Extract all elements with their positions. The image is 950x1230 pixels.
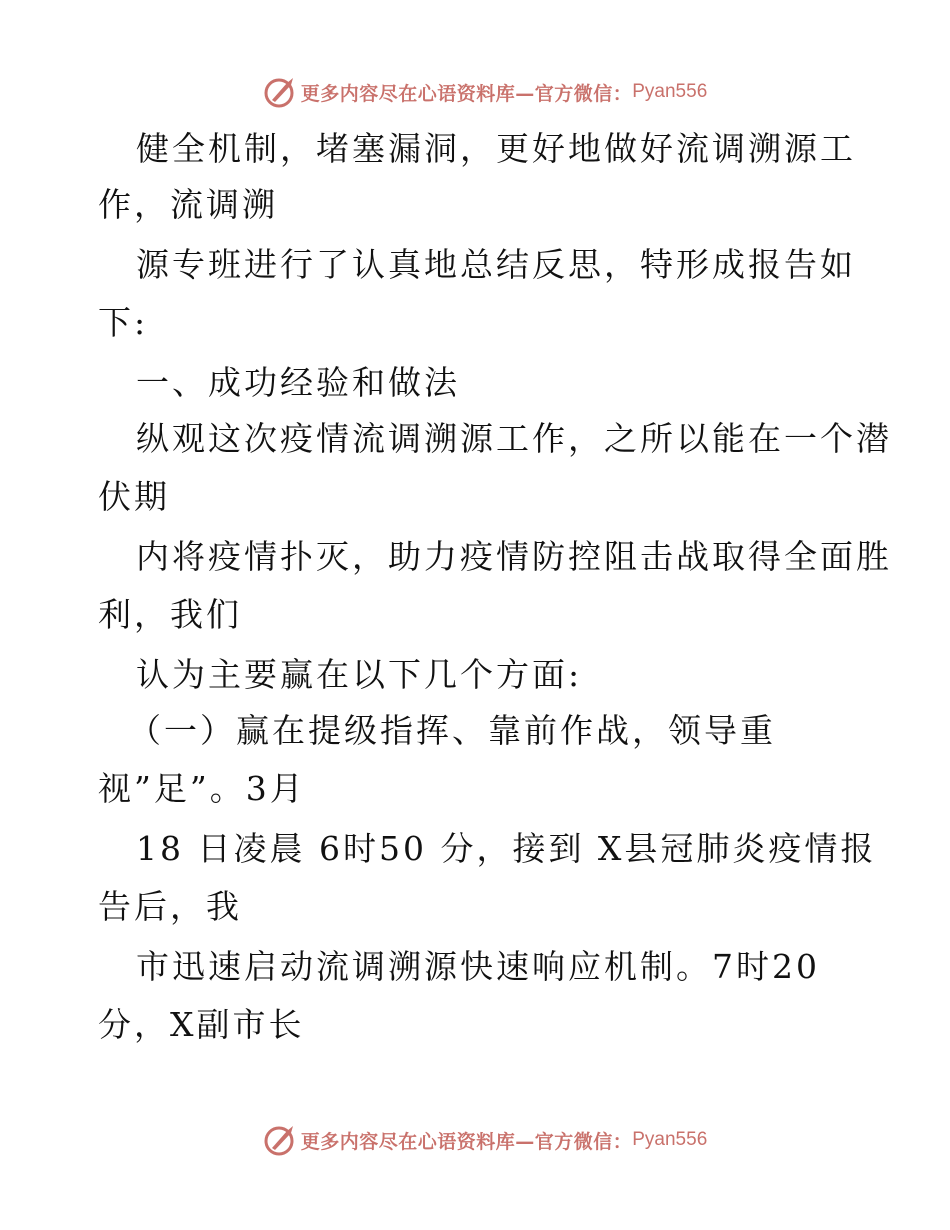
footer-watermark: [0, 1120, 950, 1160]
text-line: 源专班进行了认真地总结反思，特形成报告如: [136, 245, 856, 284]
text-line: 认为主要赢在以下几个方面:: [136, 655, 583, 694]
text-line: 伏期: [98, 477, 170, 516]
text-line: 告后，我: [98, 887, 242, 926]
quill-pen-circle-icon: [263, 1123, 297, 1157]
text-line: 作，流调溯: [98, 185, 278, 224]
section-heading: 一、成功经验和做法: [136, 363, 460, 402]
text-line: 分，X副市长: [98, 1005, 305, 1044]
watermark-wechat-id: Pyan556: [632, 81, 708, 102]
text-line: 纵观这次疫情流调溯源工作，之所以能在一个潜: [136, 419, 892, 458]
watermark-text: 更多内容尽在心语资料库—官方微信：: [300, 82, 633, 105]
quill-pen-circle-icon: [263, 75, 297, 109]
text-line: 视”足”。3月: [98, 769, 306, 808]
text-line: 内将疫情扑灭，助力疫情防控阻击战取得全面胜: [136, 537, 892, 576]
header-watermark: [0, 72, 950, 112]
text-line: 18 日凌晨 6时50 分，接到 X县冠肺炎疫情报: [136, 829, 877, 868]
watermark-text: 更多内容尽在心语资料库—官方微信：: [300, 1130, 633, 1153]
subsection-heading: （一）赢在提级指挥、靠前作战，领导重: [128, 711, 776, 750]
text-line: 下:: [98, 303, 149, 342]
watermark-wechat-id: Pyan556: [632, 1129, 708, 1150]
text-line: 利，我们: [98, 595, 242, 634]
text-line: 健全机制，堵塞漏洞，更好地做好流调溯源工: [136, 129, 856, 168]
text-line: 市迅速启动流调溯源快速响应机制。7时20: [136, 947, 820, 986]
